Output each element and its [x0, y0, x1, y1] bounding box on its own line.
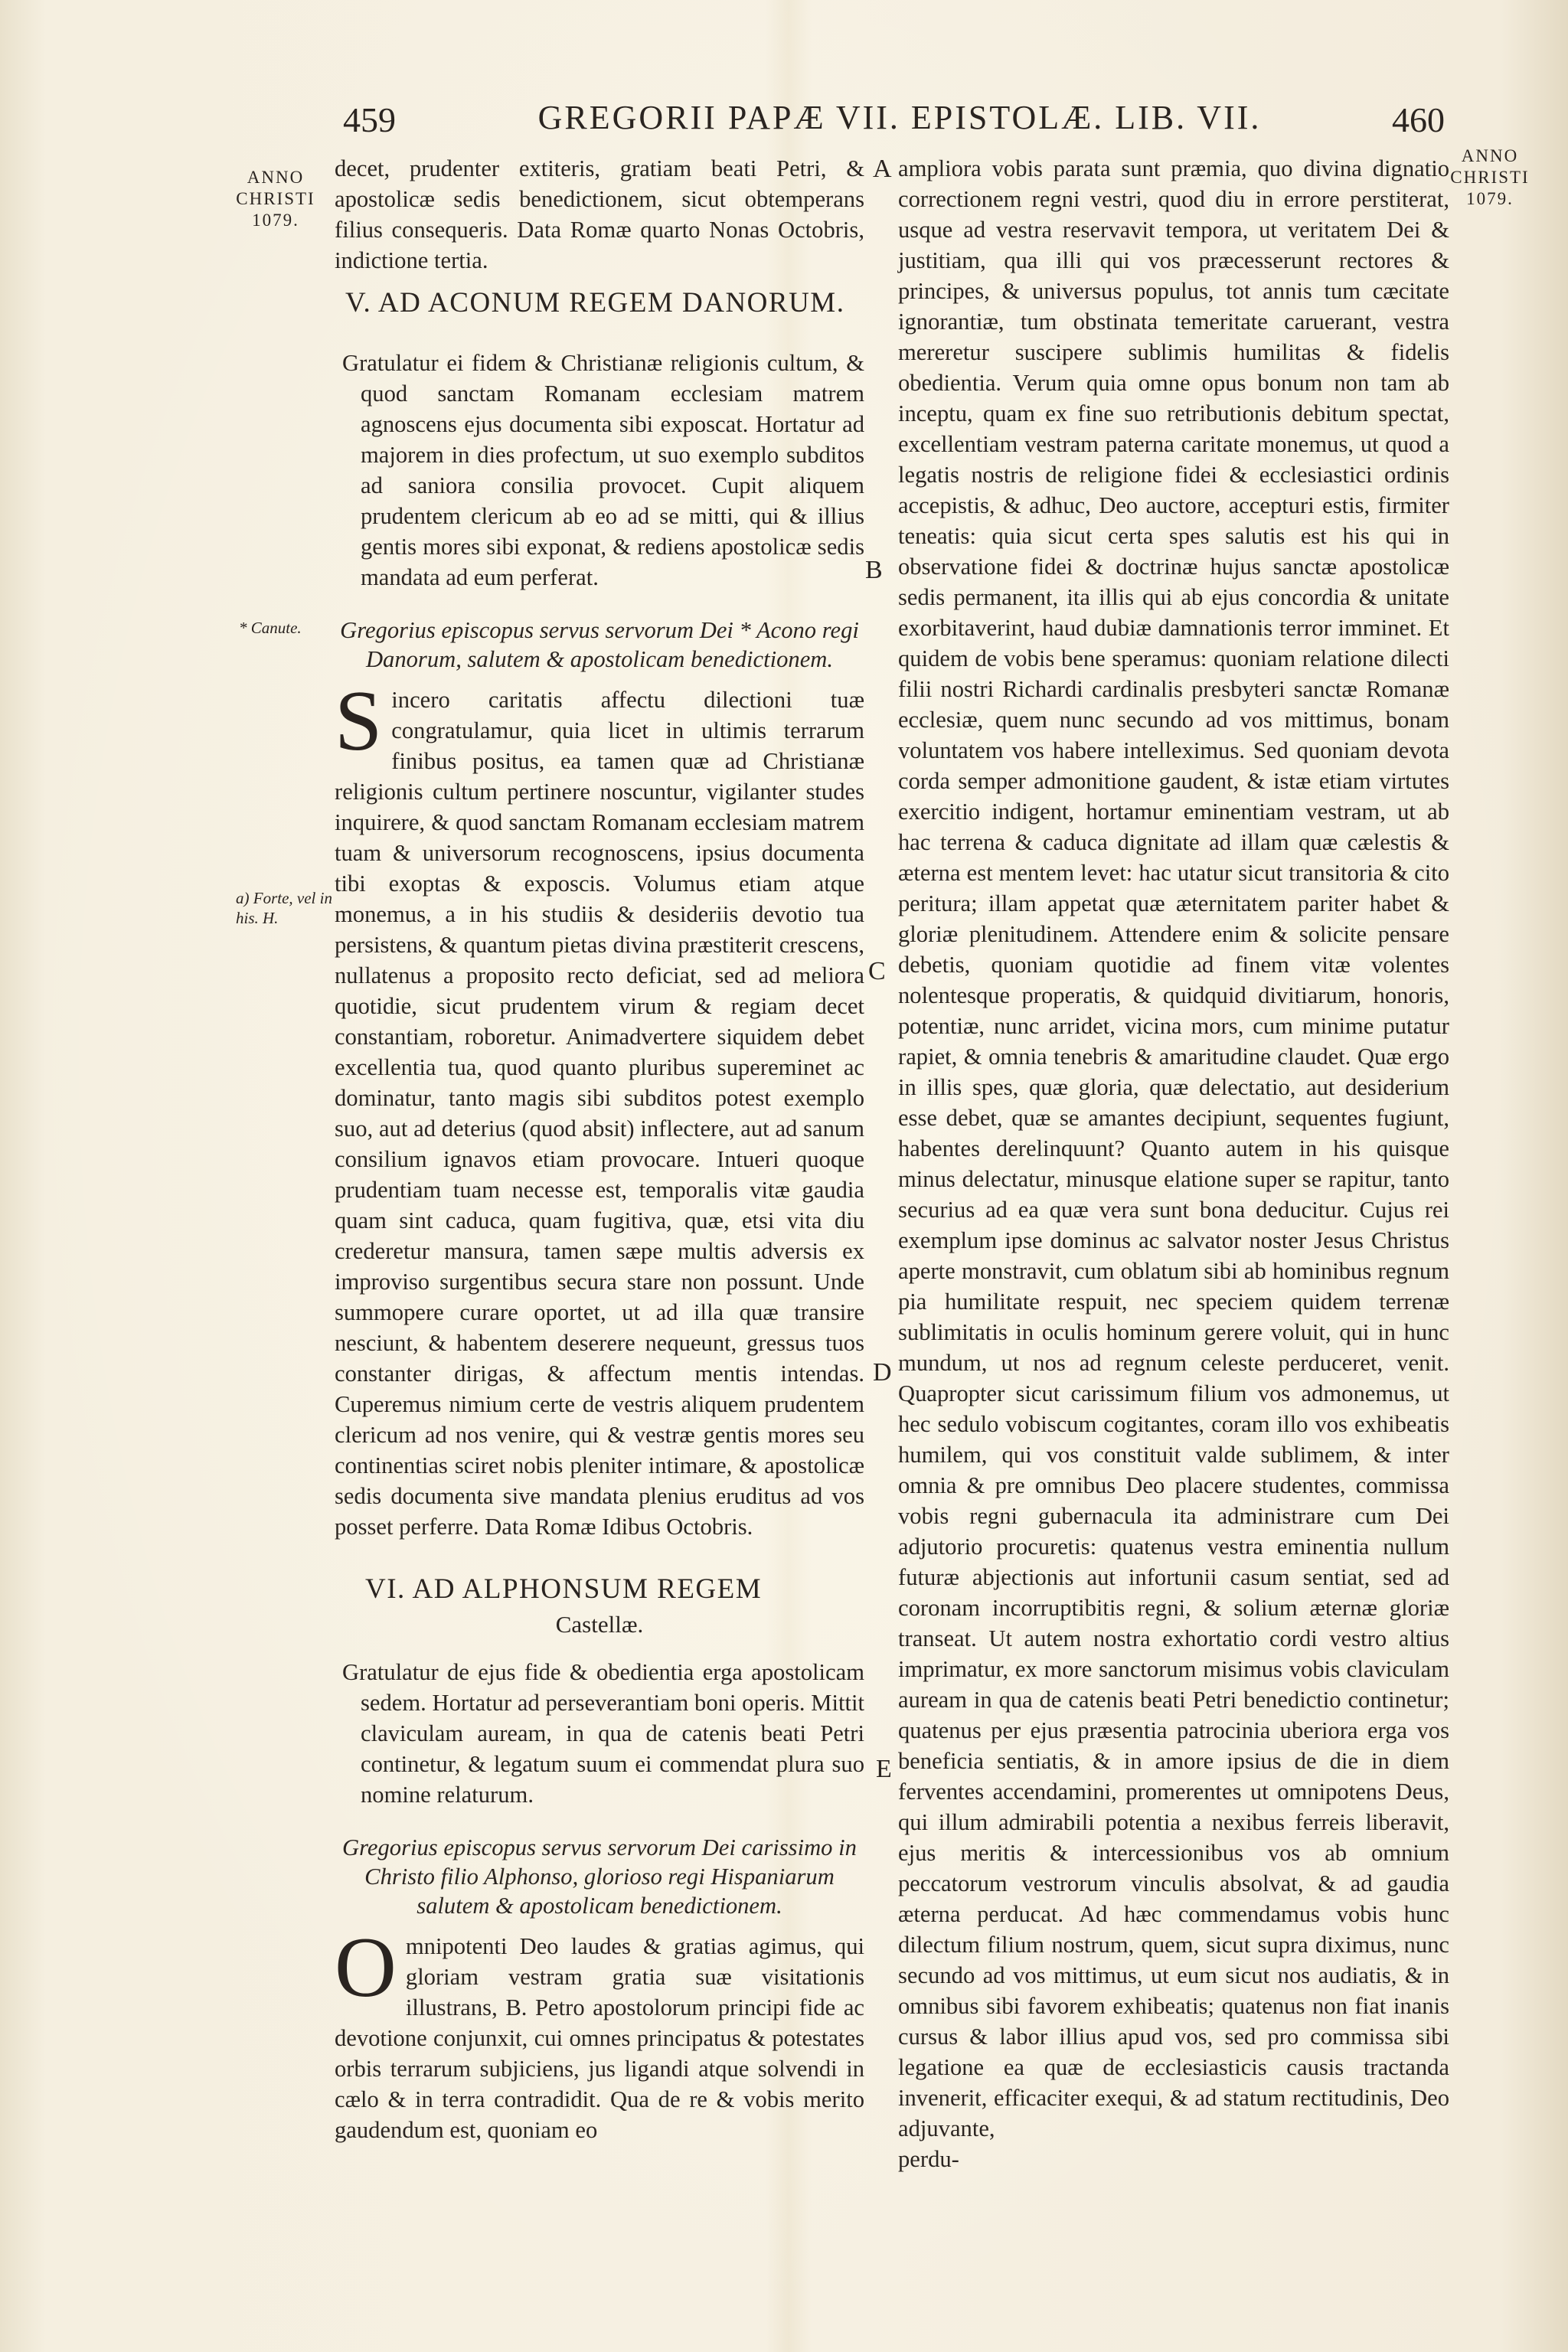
letter-vi-summary — [335, 1657, 864, 1810]
right-page-number: 460 — [1392, 100, 1445, 139]
letter-vi-body — [335, 1920, 864, 2145]
letter-vi-dropcap: O — [335, 1920, 397, 2015]
letter-vi-body-text: mnipotenti Deo laudes & gratias agimus, qui gloriam vestram gratia suæ visitationis illustrans, B. Petro apostolorum principi fide ac devotione conjunxit, cui omnes principatus & potestates orbis terrarum subjiciens, jus ligandi atque solvendi in cælo & in terra contradidit. Qua de re & vobis merito gaudendum est, quoniam eo — [335, 1933, 864, 2143]
letter-v-summary — [335, 348, 864, 593]
right-column-text: ampliora vobis parata sunt præmia, quo divina dignatio correctionem regni vestri, quod diu in errore perstiterat, usque ad vestra reservavit tempora, ut veritatem Dei & justitiam, qua illi qui vos præcesserunt rectores & principes, & universus populus, tot annis tum cæcitate ignorantiæ, tum obstinata temeritate caruerant, vestra mereretur suscipere sublimis humilitas & fidelis obedientia. Verum quia omne opus bonum non tam ab inceptu, quam ex fine suo retributionis debitum spectat, excellentiam vestram paterna caritate monemus, ut quod a legatis nostris de religione fidei & ecclesiastici ordinis accepistis, & adhuc, Deo auctore, accepturi estis, firmiter teneatis: quia sicut certa spes salutis est his qui in observatione fidei & doctrinæ hujus sanctæ apostolicæ sedis permanent, ita illis qui ab ejus concordia & unitate exorbitaverint, haud dubiæ damnationis terror imminet. Et quidem de vobis bene speramus: quoniam relatione dilecti filii nostri Richardi cardinalis presbyteri sanctæ Romanæ ecclesiæ, quem nunc secundo ad vos mittimus, bonam voluntatem vos habere intelleximus. Sed quoniam devota corda semper admonitione gaudent, & istæ etiam virtutes exercitio indigent, hortamur eminentiam vestram, ut ab hac terrena & caduca dignitate ad illam quæ cælestis & æterna est mentem levet: hac utatur sicut transitoria & cito peritura; illam appetat quæ æternitatem pariter habet & gloriæ plenitudinem. Attendere enim & solicite pensare debetis, quoniam quotidie ad finem vitæ volentes nolentesque properatis, & quidquid divitiarum, honoris, potentiæ, nunc arridet, vicina mors, cum minime putatur rapiet, & omnia tenebris & amaritudine claudet. Quæ ergo in illis spes, quæ gloria, quæ delectatio, aut desiderium esse debet, quæ se amantes decipiunt, sequentes fugiunt, habentes derelinquunt? Quanto autem in his quisque minus delectatur, minusque elatione super se rapitur, tanto securius ad ea quæ vera sunt bona deducitur. Cujus rei exemplum ipse dominus ac salvator noster Jesus Christus aperte monstravit, cum oblatum sibi ab hominibus regnum pia humilitate respuit, nec speciem quidem terrenæ sublimitatis in oculis hominum gerere voluit, qui in hunc mundum, ut nos ad regnum celeste perduceret, venit. Quapropter sicut carissimum filium vos admonemus, ut hec sedulo vobiscum cogitantes, coram illo vos exhibeatis humilem, qui vos constituit valde sublimem, & inter omnia & pre omnibus Deo placere studentes, commissa vobis regni gubernacula ita administrare cum Dei adjutorio procuretis: quatenus vestra eminentia nullum futuræ abjectionis aut infortunii casum sentiat, sed ad coronam incorruptibitis regni, & solium æternæ gloriæ transeat. Ut autem nostra exhortatio cordi vestro altius imprimatur, ex more sanctorum misimus vobis claviculam auream in qua de catenis beati Petri benedictio continetur; quatenus per ejus præsentia patrocinia uberiora erga vos beneficia sentiatis, & in amore ipsius de die in diem ferventes accendamini, promerentes ut omnipotens Deus, qui illum admirabili potentia a nexibus ferreis liberavit, ejus meritis & intercessionibus vos ab omnium peccatorum vestrorum vinculis absolvat, & ad gaudia æterna perducat. Ad hæc commendamus vobis hunc dilectum filium nostrum, quem, sicut supra diximus, nunc secundo ad vos mittimus, ut eum sicut nos audiatis, & in omnibus sibi favorem exhibeatis; quatenus non fiat inanis cursus & labor illius apud vos, sed pro commissa sibi legatione ea quæ de ecclesiasticis causis tractanda invenerit, efficaciter exequi, & ad statum rectitudinis, Deo adjuvante, — [898, 155, 1449, 2141]
letter-v-body-text: incero caritatis affectu dilectioni tuæ congratulamur, quia licet in ultimis terrarum finibus positus, ea tamen quæ ad Christianæ religionis cultum pertinere noscuntur, vigilanter studes inquirere, & quod sanctam Romanam ecclesiam matrem tuam & universorum recognoscens, ipsius documenta tibi exoptas & exposcis. Volumus etiam atque monemus, a in his studiis & desideriis devotio tua persistens, & quantum pietas divina præstiterit crescens, nullatenus a proposito recto deficiat, sed ad meliora quotidie, sicut prudentem virum & regiam decet constantiam, roboretur. Animadvertere siquidem debet excellentia tua, quod quanto pluribus supereminet ac dominatur, tanto magis sibi subditos potest exemplo suo, aut ad deterius (quod absit) inflectere, aut ad sanum consilium ignavos etiam provocare. Intueri quoque prudentiam tuam necesse est, temporalis vitæ gaudia quam sint caduca, quam fugitiva, quæ, etsi vita diu crederetur mansura, tamen sæpe multis adversis ex improviso surgentibus secura stare non possunt. Unde summopere curare oportet, ut ad illa quæ transire nesciunt, & habentem deserere nequeunt, gressus tuos constanter dirigas, & affectum mentis intendas. Cuperemus nimium certe de vestris aliquem prudentem clericum ad nos venire, qui & vestræ gentis mores seu continentias sciret nobis pleniter intimare, & apostolicæ sedis documenta sive mandata plenius eruditus ad vos posset perferre. Data Romæ Idibus Octobris. — [335, 687, 864, 1540]
margin-note-forte: a) Forte, vel in his. H. — [236, 889, 332, 927]
running-title: GREGORII PAPÆ VII. EPISTOLÆ. LIB. VII. — [537, 99, 1262, 136]
letter-vi-summary-text: Gratulatur de ejus fide & obedientia erga apostolicam sedem. Hortatur ad perseverantiam boni operis. Mittit claviculam auream, in qua de catenis beati Petri continetur, & legatum suum ei commendat plura suo nomine relaturum. — [342, 1659, 864, 1808]
letter-vi-heading: VI. AD ALPHONSUM REGEM — [365, 1573, 763, 1605]
left-margin-year-label: ANNO CHRISTI 1079. — [236, 168, 315, 230]
section-letter-b: B — [865, 556, 883, 584]
letter-vi-heading-sub: Castellæ. — [555, 1611, 644, 1638]
catchword: perdu- — [898, 2146, 959, 2172]
section-letter-c: C — [868, 957, 886, 985]
left-column — [335, 153, 864, 2145]
letter-v-body — [335, 674, 864, 1542]
letter-v-heading: V. AD ACONUM REGEM DANORUM. — [345, 287, 845, 318]
letter-v-salutation: Gregorius episcopus servus servorum Dei * Acono regi Danorum, salutem & apostolicam benedictionem. — [340, 617, 859, 672]
letter-vi-salutation: Gregorius episcopus servus servorum Dei carissimo in Christo filio Alphonso, glorioso regi Hispaniarum salutem & apostolicam benedictionem. — [342, 1834, 857, 1919]
section-letter-d: D — [873, 1358, 892, 1387]
right-margin-year-label: ANNO CHRISTI 1079. — [1450, 146, 1530, 208]
margin-note-canute: * Canute. — [239, 619, 302, 637]
section-letter-e: E — [876, 1755, 892, 1783]
section-letter-a: A — [873, 155, 892, 183]
letter-v-dropcap: S — [335, 674, 383, 769]
right-column — [898, 153, 1449, 2174]
letter-v-summary-text: Gratulatur ei fidem & Christianæ religionis cultum, & quod sanctam Romanam ecclesiam matrem agnoscens ejus documenta sibi exposcat. Hortatur ad majorem in dies profectum, ut suo exemplo subditos ad saniora consilia provocet. Cupit aliquem prudentem clericum ab eo ad se mitti, qui & illius gentis mores sibi exponat, & rediens apostolicæ sedis mandata ad eum perferat. — [342, 350, 864, 590]
opening-paragraph: decet, prudenter extiteris, gratiam beati Petri, & apostolicæ sedis benedictionem, sicut obtemperans filius consequeris. Data Romæ quarto Nonas Octobris, indictione tertia. — [335, 155, 864, 273]
left-page-number: 459 — [343, 100, 396, 139]
